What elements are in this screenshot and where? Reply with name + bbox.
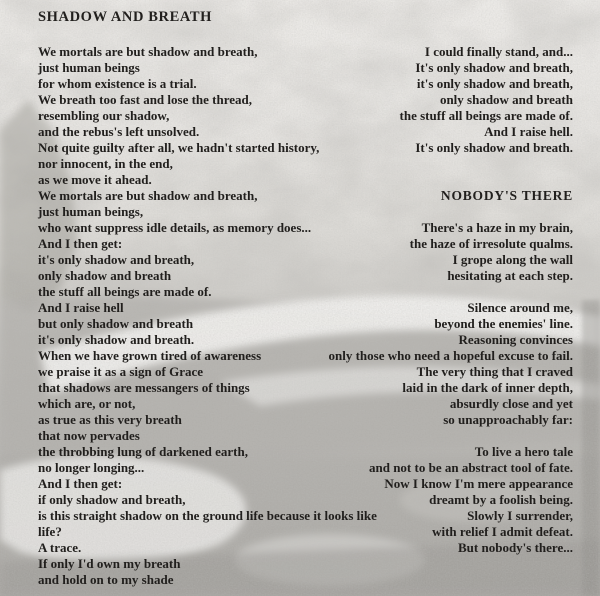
lyric-line: for whom existence is a trial.: [38, 76, 197, 91]
lyric-line: as true as this very breath: [38, 412, 182, 427]
lyric-line: just human beings,: [38, 204, 144, 219]
lyric-line: it's only shadow and breath,: [416, 76, 573, 91]
lyric-line: life?: [38, 524, 62, 539]
lyric-line: It's only shadow and breath.: [415, 140, 573, 155]
lyric-line: laid in the dark of inner depth,: [402, 380, 573, 395]
lyric-line: with relief I admit defeat.: [432, 524, 573, 539]
blank-line: [13, 172, 573, 188]
lyric-line: And I raise hell.: [484, 124, 573, 139]
lyric-line: no longer longing...: [38, 460, 145, 475]
lyric-line: nor innocent, in the end,: [38, 156, 173, 171]
lyric-line: that now pervades: [38, 428, 140, 443]
lyric-line: We breath too fast and lose the thread,: [38, 92, 253, 107]
lyrics-column-nobodys-there: [13, 44, 573, 556]
lyric-line: it's only shadow and breath,: [38, 252, 195, 267]
lyric-line: but only shadow and breath: [38, 316, 194, 331]
song-title-shadow-and-breath: SHADOW AND BREATH: [38, 9, 213, 25]
lyric-line: If only I'd own my breath: [38, 556, 181, 571]
lyric-line: I grope along the wall: [452, 252, 573, 267]
lyric-line: absurdly close and yet: [449, 396, 573, 411]
lyric-line: We mortals are but shadow and breath,: [38, 44, 258, 59]
lyric-line: beyond the enemies' line.: [434, 316, 573, 331]
lyric-line: Slowly I surrender,: [467, 508, 573, 523]
lyric-line: dreamt by a foolish being.: [429, 492, 573, 507]
lyric-line: that shadows are messangers of things: [38, 380, 250, 395]
lyric-line: We mortals are but shadow and breath,: [38, 188, 258, 203]
lyric-line: Silence around me,: [467, 300, 573, 315]
lyric-line: and not to be an abstract tool of fate.: [368, 460, 573, 475]
lyric-line: if only shadow and breath,: [38, 492, 186, 507]
lyric-line: just human beings: [38, 60, 140, 75]
lyric-line: And I raise hell: [38, 300, 124, 315]
lyric-line: A trace.: [38, 540, 82, 555]
lyric-line: as we move it ahead.: [38, 172, 152, 187]
lyric-line: and the rebus's left unsolved.: [38, 124, 200, 139]
lyric-line: so unapproachably far:: [443, 412, 573, 427]
lyric-line: There's a haze in my brain,: [421, 220, 573, 235]
lyric-line: we praise it as a sign of Grace: [38, 364, 204, 379]
lyric-line: Not quite guilty after all, we hadn't started history,: [38, 140, 320, 155]
lyric-line: Now I know I'm mere appearance: [384, 476, 573, 491]
lyric-line: it's only shadow and breath.: [38, 332, 195, 347]
lyric-line: The very thing that I craved: [416, 364, 573, 379]
lyric-line: But nobody's there...: [458, 540, 573, 555]
lyric-line: hesitating at each step.: [447, 268, 573, 283]
lyric-line: the haze of irresolute qualms.: [409, 236, 573, 251]
lyric-line: It's only shadow and breath,: [415, 60, 573, 75]
lyric-line: the stuff all beings are made of.: [38, 284, 212, 299]
lyric-line: the stuff all beings are made of.: [399, 108, 573, 123]
blank-line: [13, 428, 573, 444]
lyric-line: And I then get:: [38, 236, 123, 251]
lyric-line: And I then get:: [38, 476, 123, 491]
lyric-line: When we have grown tired of awareness: [38, 348, 262, 363]
lyric-line: the throbbing lung of darkened earth,: [38, 444, 248, 459]
song-title-nobodys-there: NOBODY'S THERE: [440, 188, 573, 203]
lyric-line: which are, or not,: [38, 396, 136, 411]
lyric-line: only shadow and breath: [439, 92, 573, 107]
lyric-line: I could finally stand, and...: [424, 44, 573, 59]
lyric-line: is this straight shadow on the ground life because it looks like: [38, 508, 377, 523]
lyric-line: and hold on to my shade: [38, 572, 174, 587]
lyric-line: who want suppress idle details, as memory does...: [38, 220, 312, 235]
lyric-line: Reasoning convinces: [458, 332, 573, 347]
lyric-line: resembling our shadow,: [38, 108, 170, 123]
lyric-line: To live a hero tale: [474, 444, 573, 459]
blank-line: [13, 156, 573, 172]
lyric-line: only those who need a hopeful excuse to fail.: [328, 348, 573, 363]
blank-line: [13, 204, 573, 220]
lyric-line: only shadow and breath: [38, 268, 172, 283]
blank-line: [13, 284, 573, 300]
